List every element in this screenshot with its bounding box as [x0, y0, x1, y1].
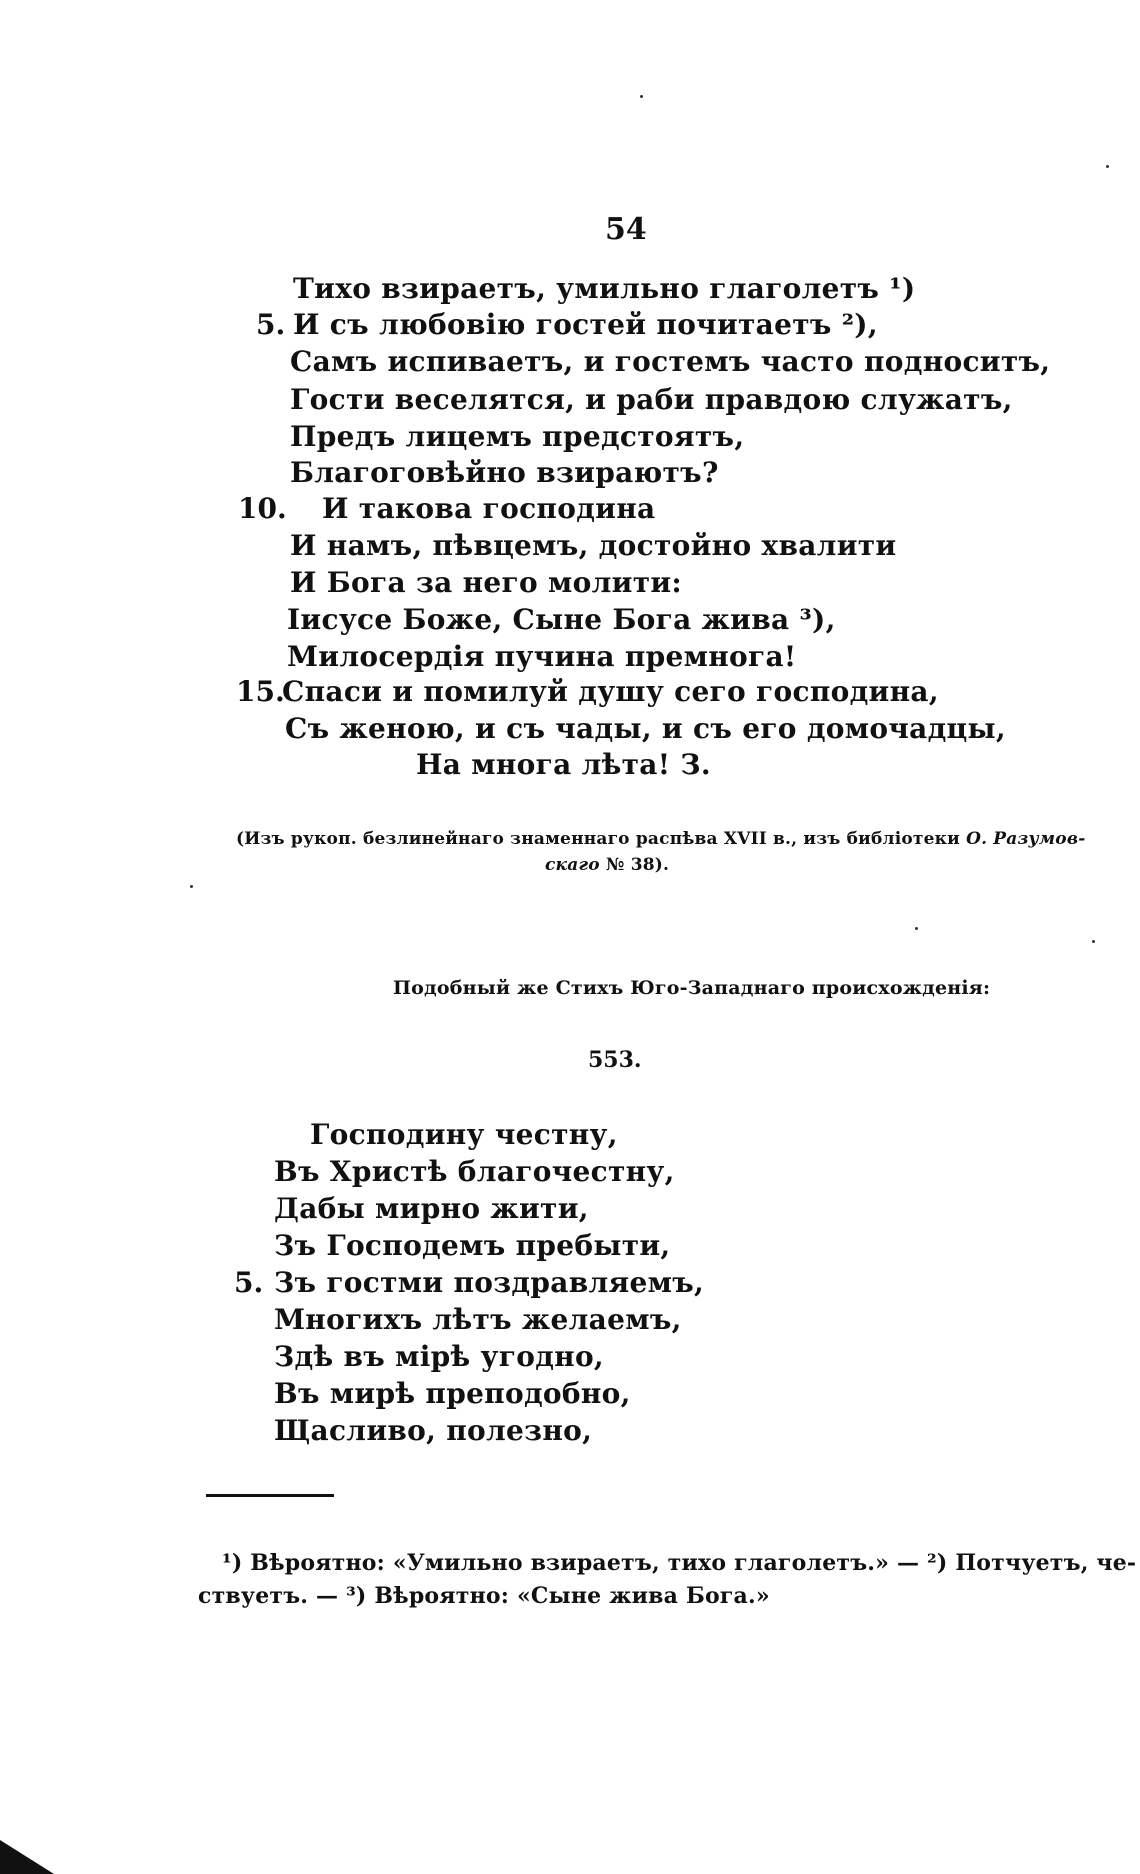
line-number: 5. [256, 308, 286, 341]
section-heading: Подобный же Стихъ Юго-Западнаго происхожденія: [393, 977, 991, 999]
page-corner-mark [0, 1840, 54, 1874]
scan-speck [915, 927, 918, 930]
verse-line: Тихо взираетъ, умильно глаголетъ ¹) [293, 272, 916, 305]
footnote-divider [206, 1494, 334, 1497]
verse-line: Гости веселятся, и раби правдою служатъ, [290, 383, 1013, 416]
verse-line: Іисусе Боже, Сыне Бога жива ³), [287, 603, 836, 636]
source-note-italic: скаго [545, 855, 600, 875]
verse-line: Въ Христѣ благочестну, [274, 1155, 675, 1188]
source-note-text: (Изъ рукоп. безлинейнаго знаменнаго распѣва XVII в., изъ библіотеки [236, 829, 960, 849]
scan-speck [1106, 165, 1109, 168]
verse-line: Милосердія пучина премнога! [287, 640, 797, 673]
verse-line: И съ любовію гостей почитаетъ ²), [293, 308, 878, 341]
scan-speck [190, 885, 193, 888]
verse-line: Многихъ лѣтъ желаемъ, [274, 1303, 682, 1336]
verse-line: Благоговѣйно взираютъ? [290, 456, 719, 489]
source-note-line-2 [545, 855, 669, 875]
verse-line: Дабы мирно жити, [274, 1192, 589, 1225]
verse-line: Съ женою, и съ чады, и съ его домочадцы, [285, 712, 1006, 745]
page-number: 54 [605, 212, 647, 247]
verse-line: Здѣ въ мірѣ угодно, [274, 1340, 604, 1373]
verse-line: Зъ гостми поздравляемъ, [274, 1266, 705, 1299]
line-number: 15. [236, 675, 285, 708]
verse-line: И Бога за него молити: [290, 566, 683, 599]
verse-line: Господину честну, [310, 1118, 618, 1151]
verse-line: И намъ, пѣвцемъ, достойно хвалити [290, 529, 897, 562]
source-note-italic: О. Разумов- [966, 829, 1086, 849]
verse-line: Щасливо, полезно, [274, 1414, 593, 1447]
scan-speck [1092, 940, 1095, 943]
poem-number: 553. [588, 1047, 642, 1073]
footnote-line: ствуетъ. — ³) Вѣроятно: «Сыне жива Бога.» [198, 1583, 770, 1609]
line-number: 10. [238, 492, 287, 525]
source-note-line-1 [236, 829, 1085, 849]
scan-speck [640, 95, 643, 98]
verse-line: Въ мирѣ преподобно, [274, 1377, 631, 1410]
verse-line: Самъ испиваетъ, и гостемъ часто подноситъ, [290, 345, 1051, 378]
source-note-text: № 38). [605, 855, 670, 875]
verse-line: Предъ лицемъ предстоятъ, [290, 420, 745, 453]
verse-line: Зъ Господемъ пребыти, [274, 1229, 671, 1262]
footnote-line: ¹) Вѣроятно: «Умильно взираетъ, тихо глаголетъ.» — ²) Потчуетъ, че- [222, 1550, 1137, 1576]
verse-line: На многа лѣта! З. [416, 748, 711, 781]
verse-line: Спаси и помилуй душу сего господина, [282, 675, 939, 708]
line-number: 5. [234, 1266, 264, 1299]
verse-line: И такова господина [322, 492, 656, 525]
